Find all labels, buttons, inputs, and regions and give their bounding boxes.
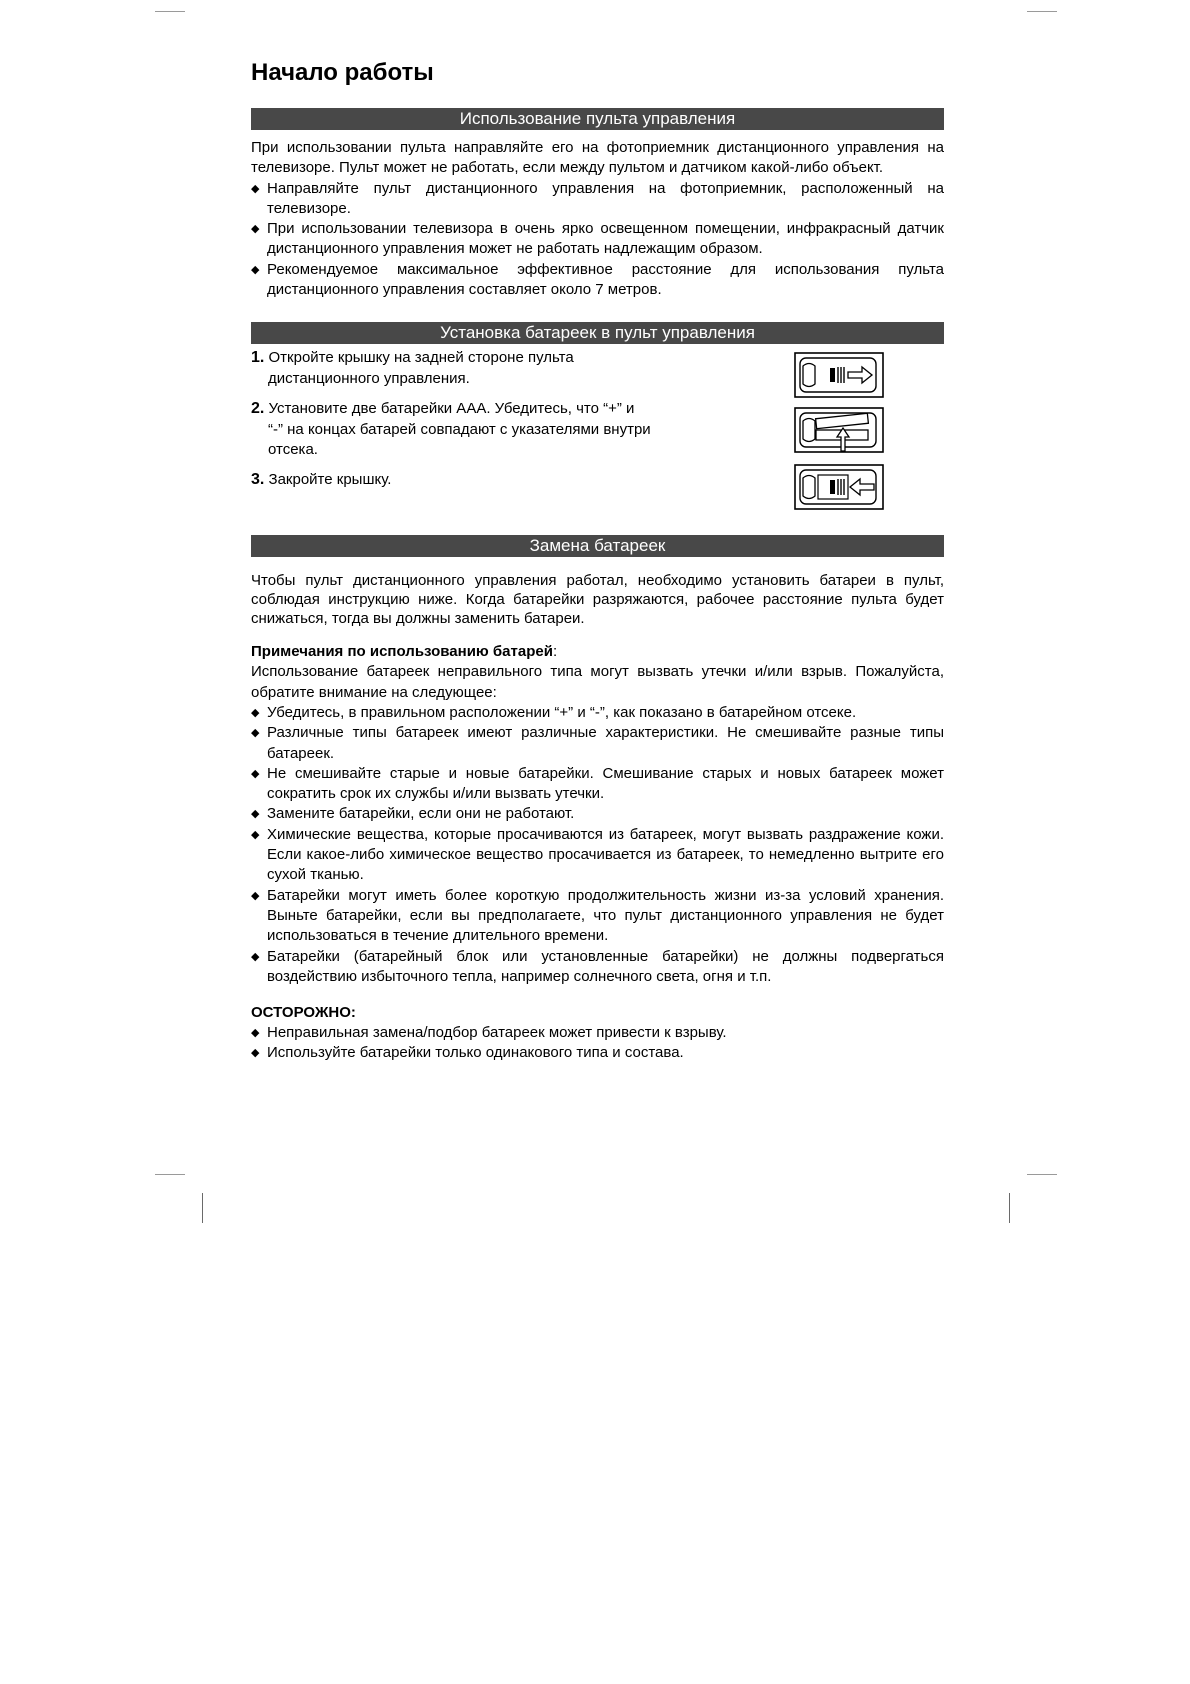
section-heading-battery-install: Установка батареек в пульт управления	[251, 322, 944, 344]
list-item: ◆ Химические вещества, которые просачиваются из батареек, могут вызвать раздражение кожи. Если какое-либо химическое вещество просачивается из батареек, то немедленно вытрите его сухой тканью.	[251, 825, 944, 886]
remote-use-bullets	[251, 179, 944, 301]
battery-notes-title: Примечания по использованию батарей	[251, 643, 553, 661]
step-text-cont: “-” на концах батарей совпадают с указателями внутри отсека.	[268, 420, 651, 458]
battery-insert-icon	[794, 407, 884, 453]
list-item: ◆ Не смешивайте старые и новые батарейки. Смешивание старых и новых батареек может сократить срок их службы и/или вызвать утечки.	[251, 764, 944, 805]
list-item: ◆ Направляйте пульт дистанционного управления на фотоприемник, расположенный на телевизоре.	[251, 179, 944, 220]
battery-replace-intro: Чтобы пульт дистанционного управления работал, необходимо установить батареи в пульт, соблюдая инструкцию ниже. Когда батарейки разряжаются, рабочее расстояние пульта будет снижаться, тогда вы должны заменить батареи.	[251, 572, 944, 628]
battery-notes-intro: Использование батареек неправильного типа могут вызвать утечки и/или взрыв. Пожалуйста, обратите внимание на следующее:	[251, 663, 944, 701]
list-item: ◆ Различные типы батареек имеют различные характеристики. Не смешивайте разные типы батареек.	[251, 723, 944, 764]
step-text: Откройте крышку на задней стороне пульта	[268, 349, 574, 367]
list-item: ◆ Неправильная замена/подбор батареек может привести к взрыву.	[251, 1023, 944, 1043]
step-text: Закройте крышку.	[268, 471, 392, 489]
battery-cover-open-icon	[794, 352, 884, 398]
crop-mark	[155, 1174, 185, 1175]
step-1	[251, 348, 681, 389]
crop-mark	[202, 1193, 203, 1223]
battery-install-steps	[251, 348, 944, 518]
section-heading-battery-replace: Замена батареек	[251, 535, 944, 557]
page-title: Начало работы	[251, 59, 434, 86]
crop-mark	[1027, 11, 1057, 12]
battery-cover-close-icon	[794, 464, 884, 510]
step-2	[251, 399, 681, 460]
notes-colon: :	[552, 643, 558, 661]
list-item: ◆ Батарейки могут иметь более короткую продолжительность жизни из-за условий хранения. Выньте батарейки, если вы предполагаете, что пульт дистанционного управления не будет использоваться в течение длительного времени.	[251, 886, 944, 947]
caution-title: ОСТОРОЖНО:	[251, 1004, 356, 1022]
step-number: 2.	[251, 400, 265, 418]
list-item: ◆ Замените батарейки, если они не работают.	[251, 804, 944, 824]
section-heading-remote-use: Использование пульта управления	[251, 108, 944, 130]
list-item: ◆ Батарейки (батарейный блок или установленные батарейки) не должны подвергаться воздействию избыточного тепла, например солнечного света, огня и т.п.	[251, 947, 944, 988]
crop-mark	[155, 11, 185, 12]
battery-notes-title-line	[251, 642, 944, 662]
step-number: 3.	[251, 471, 265, 489]
page-content	[251, 58, 944, 1064]
list-item: ◆ Рекомендуемое максимальное эффективное расстояние для использования пульта дистанционного управления составляет около 7 метров.	[251, 260, 944, 301]
remote-use-intro: При использовании пульта направляйте его на фотоприемник дистанционного управления на телевизоре. Пульт может не работать, если между пультом и датчиком какой-либо объект.	[251, 139, 944, 177]
crop-mark	[1009, 1193, 1010, 1223]
list-item: ◆ Используйте батарейки только одинакового типа и состава.	[251, 1043, 944, 1063]
caution-bullets	[251, 1023, 944, 1064]
step-3	[251, 470, 681, 490]
step-text-cont: дистанционного управления.	[268, 369, 470, 387]
step-text: Установите две батарейки ААА. Убедитесь, что “+” и	[268, 400, 635, 418]
list-item: ◆ Убедитесь, в правильном расположении “+” и “-”, как показано в батарейном отсеке.	[251, 703, 944, 723]
crop-mark	[1027, 1174, 1057, 1175]
list-item: ◆ При использовании телевизора в очень ярко освещенном помещении, инфракрасный датчик дистанционного управления может не работать надлежащим образом.	[251, 219, 944, 260]
step-number: 1.	[251, 349, 265, 367]
battery-notes-bullets	[251, 703, 944, 987]
